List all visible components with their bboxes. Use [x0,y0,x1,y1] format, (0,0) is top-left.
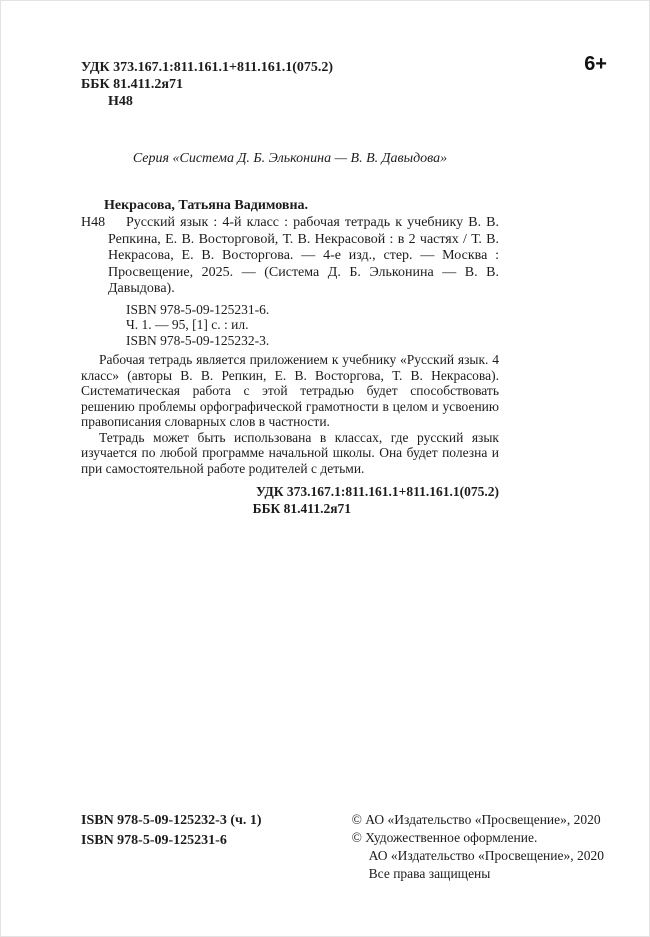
footer-isbn-full: ISBN 978-5-09-125231-6 [81,833,227,848]
catalog-entry-description: Русский язык : 4-й класс : рабочая тетрадь к учебнику В. В. Репкина, Е. В. Восторговой, Т. В. Некрасовой : в 2 частях / Т. В. Некрасова, Е. В. Восторгова. — 4-е изд., стер. — Москва : Просвещение, 2025. — (Система Д. Б. Эльконина — В. В. Давыдова). [108,215,499,296]
bbk-code-bottom: ББК 81.411.2я71 [252,501,351,516]
copyright-line: Все права защищены [368,866,491,881]
udk-code-bottom: УДК 373.167.1:811.161.1+811.161.1(075.2) [255,484,499,499]
copyright-line: © Художественное оформление. [351,830,538,845]
udk-code: УДК 373.167.1:811.161.1+811.161.1(075.2) [81,60,334,75]
copyright-line: © АО «Издательство «Просвещение», 2020 [351,812,601,827]
footer-isbn-block [81,811,262,851]
bbk-code: ББК 81.411.2я71 [81,77,183,92]
footer-isbn-part: ISBN 978-5-09-125232-3 (ч. 1) [81,813,262,828]
catalog-entry [81,215,499,298]
annotation-paragraph-1: Рабочая тетрадь является приложением к учебнику «Русский язык. 4 класс» (авторы В. В. Репкин, Е. В. Восторгова, Т. В. Некрасова). Систематическая работа с этой тетрадью будет способствовать решению проблемы орфографической грамотности в целом и усвоению правописания словарных слов в частности. [81,352,499,429]
age-rating-badge: 6+ [584,53,607,75]
author-name: Некрасова, Татьяна Вадимовна. [104,198,309,213]
top-classification-block [81,59,499,110]
author-sign-code: Н48 [108,94,133,109]
isbn-volume-line: ISBN 978-5-09-125231-6. [126,301,270,317]
footer [81,811,604,883]
bottom-classification-block [81,483,499,517]
isbn-volume-block [126,302,499,349]
annotation-paragraph-2: Тетрадь может быть использована в классах, где русский язык изучается по любой программе начальной школы. Она будет полезна и при самостоятельной работе родителей с детьми. [81,429,499,476]
series-line: Серия «Система Д. Б. Эльконина — В. В. Давыдова» [132,151,448,166]
volume-info-line: Ч. 1. — 95, [1] с. : ил. [126,317,249,332]
copyright-line: АО «Издательство «Просвещение», 2020 [368,848,604,863]
isbn-edition-line: ISBN 978-5-09-125232-3. [126,332,270,348]
copyright-block [352,811,604,883]
catalog-entry-code: Н48 [81,215,106,230]
